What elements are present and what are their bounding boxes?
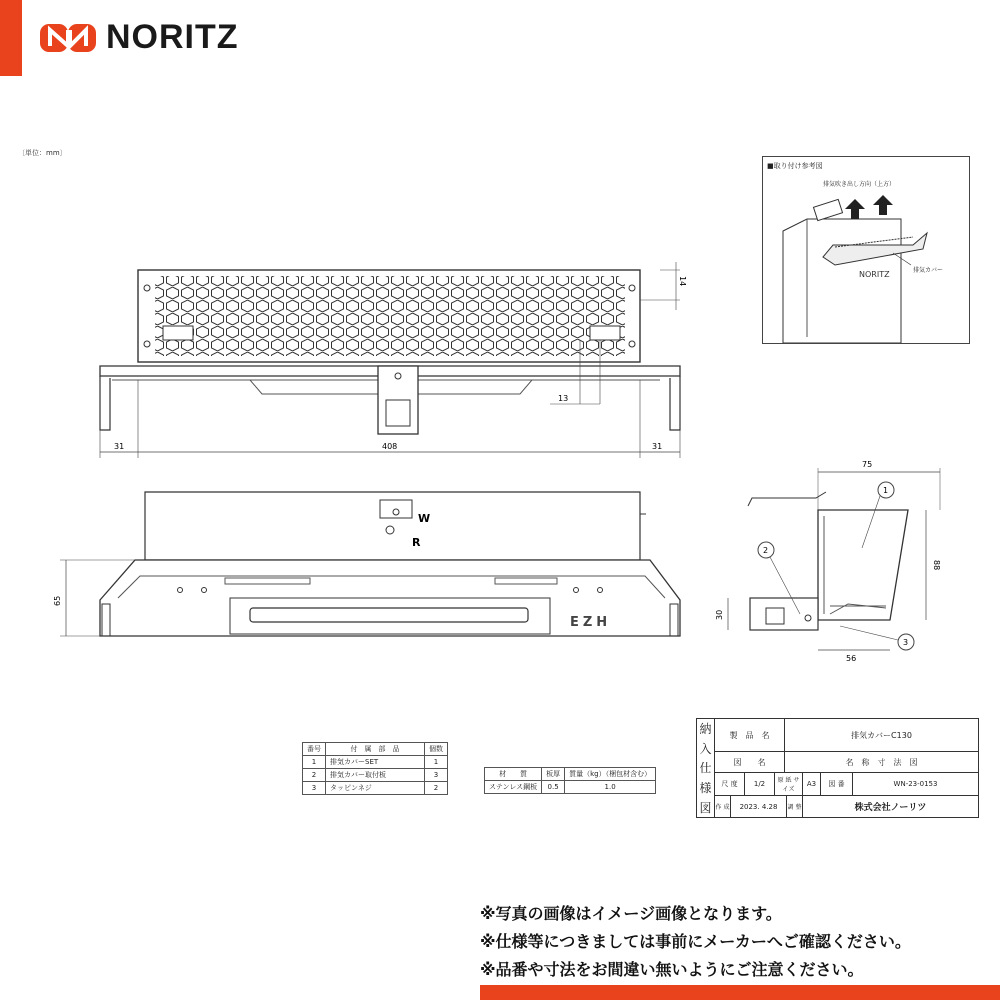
brand-name: NORITZ	[106, 18, 239, 56]
callout-3: 3	[903, 638, 909, 647]
created-date: 2023. 4.28	[731, 796, 787, 817]
table-row: 1 排気カバーSET 1	[303, 756, 448, 769]
paper-size: A3	[803, 773, 821, 795]
note-line: ※写真の画像はイメージ画像となります。	[480, 904, 782, 923]
scale-value: 1/2	[745, 773, 775, 795]
callout-2: 2	[763, 546, 769, 555]
parts-table	[302, 742, 448, 795]
notes	[480, 900, 911, 984]
front-view-drawing	[0, 0, 700, 700]
product-name: 排気カバーC130	[851, 730, 912, 740]
dim-bottom-right: 13	[558, 394, 569, 403]
bottom-accent-bar	[480, 985, 1000, 1000]
reference-box	[762, 156, 970, 344]
parts-header: 個数	[425, 743, 448, 756]
table-row: 2 排気カバー取付板 3	[303, 769, 448, 782]
parts-header: 付 属 部 品	[326, 743, 425, 756]
parts-header: 番号	[303, 743, 326, 756]
svg-text:NORITZ: NORITZ	[859, 270, 890, 279]
side-dim-right: 88	[932, 560, 941, 571]
dim-top-right: 14	[678, 276, 687, 287]
drawing-number: WN-23-0153	[893, 780, 938, 788]
side-dim-bottom: 56	[846, 654, 857, 663]
material-header: 質量（kg）（梱包材含む）	[565, 768, 656, 781]
label-w: W	[418, 512, 431, 525]
table-row: ステンレス鋼板 0.5 1.0	[485, 781, 656, 794]
reference-title: ■取り付け参考図	[767, 162, 823, 170]
note-line: ※仕様等につきましては事前にメーカーへご確認ください。	[480, 932, 911, 951]
label-ezh: EZH	[570, 615, 612, 630]
side-view-drawing	[690, 450, 950, 670]
dim-center: 408	[382, 442, 398, 451]
side-dim-left: 30	[715, 609, 724, 620]
dim-left: 31	[114, 442, 125, 451]
dim-right: 31	[652, 442, 663, 451]
note-line: ※品番や寸法をお間違い無いようにご注意ください。	[480, 960, 864, 979]
label-r: R	[412, 536, 421, 549]
drawing-name: 名 称 寸 法 図	[845, 757, 918, 767]
side-dim-top: 75	[862, 460, 873, 469]
material-header: 板厚	[542, 768, 565, 781]
reference-cover-label: 排気カバー	[913, 267, 944, 274]
material-header: 材 質	[485, 768, 542, 781]
table-row: 3 タッピンネジ 2	[303, 782, 448, 795]
product-label: 製 品 名	[715, 719, 785, 751]
drawing-label: 図 名	[715, 752, 785, 772]
reference-direction-label: 排気吹き出し方向（上方）	[823, 181, 896, 188]
reference-illustration	[763, 157, 969, 343]
material-table	[484, 767, 656, 794]
callout-1: 1	[883, 486, 889, 495]
title-block: 納 入 仕 様 図 製 品 名 排気カバーC130 図 名 名 称 寸 法 図 尺 度 1/2 原 紙 サイズ A3 図 番 WN-23-0153 作 成 2023. 4.28 調 整 株式会社ノーリツ	[696, 718, 979, 818]
company-name: 株式会社ノーリツ	[854, 803, 927, 813]
dim-height: 65	[53, 595, 62, 606]
title-block-vertical: 納 入 仕 様 図	[697, 719, 715, 817]
unit-note: 〔単位：mm〕	[18, 149, 67, 157]
